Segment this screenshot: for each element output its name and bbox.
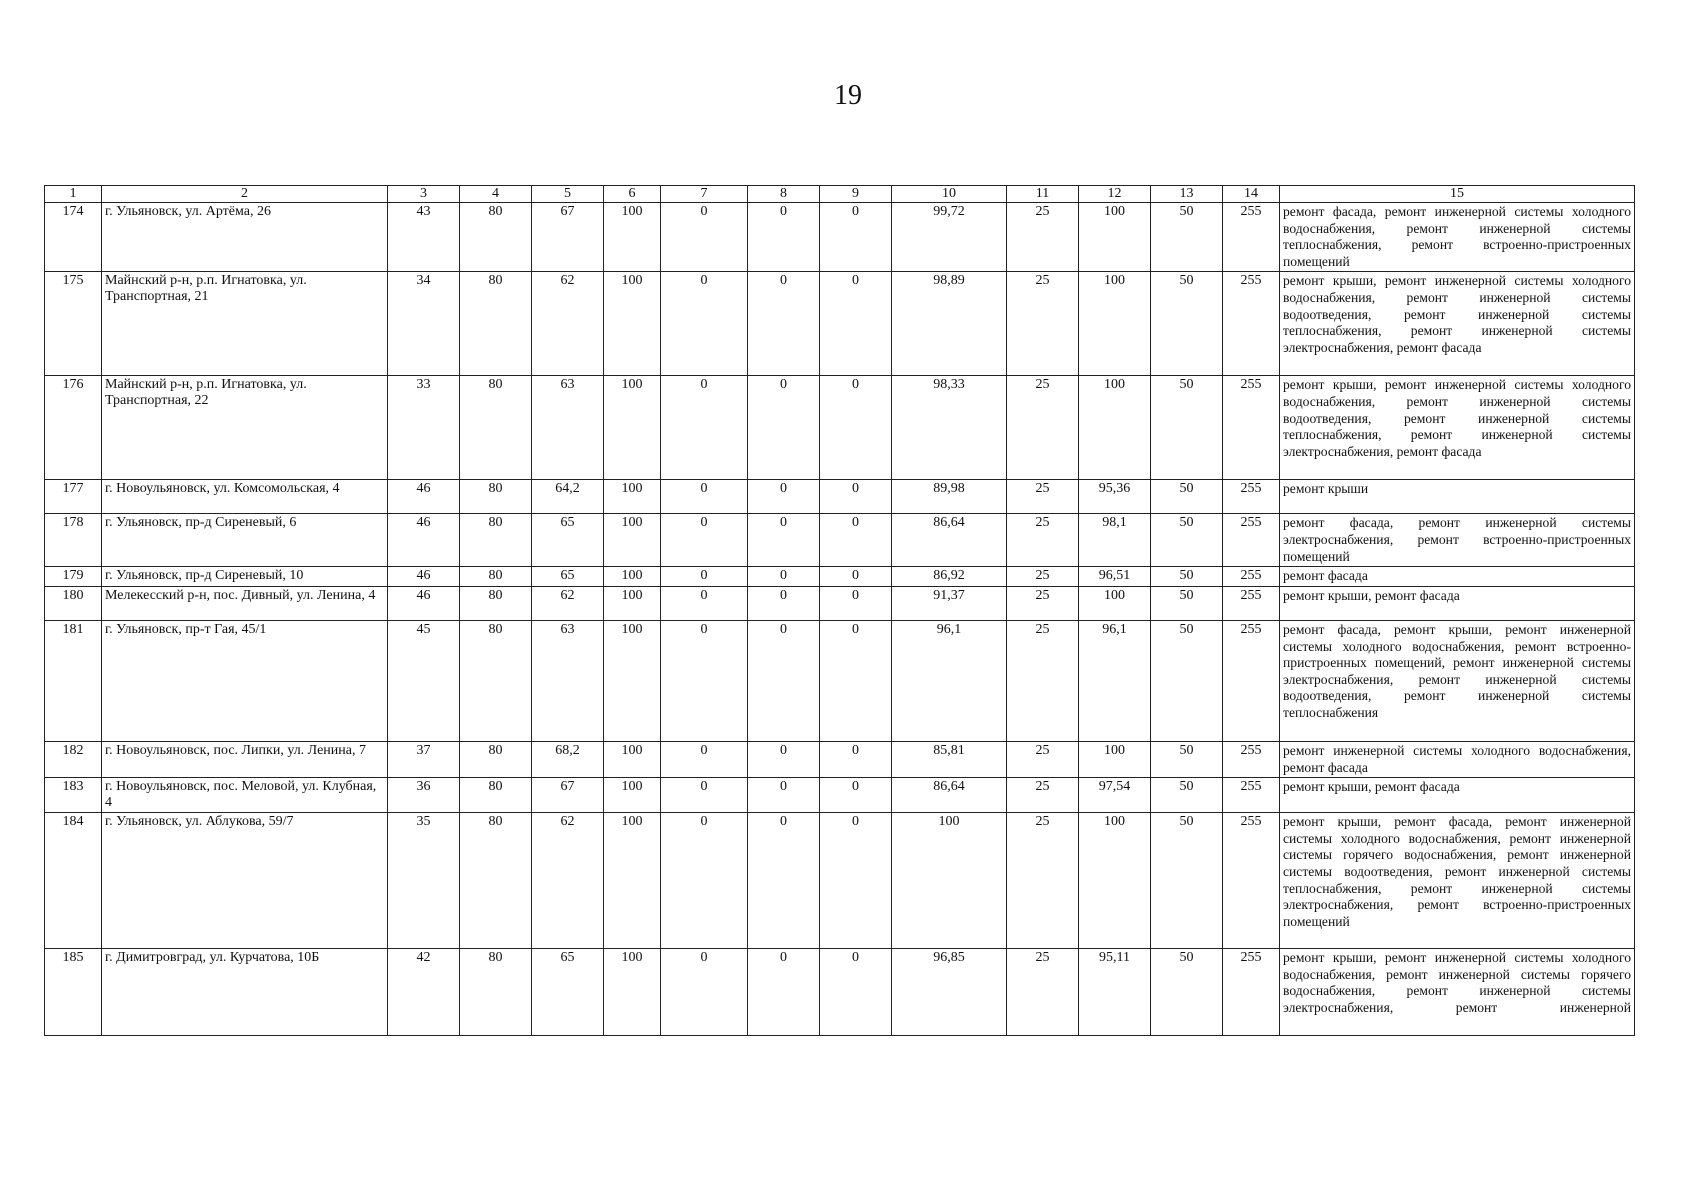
value-cell: 255: [1223, 741, 1280, 777]
address-cell: г. Новоульяновск, пос. Липки, ул. Ленина, 7: [102, 741, 388, 777]
value-cell: 50: [1151, 778, 1223, 813]
column-header: 1: [45, 186, 102, 203]
row-number-cell: 175: [45, 272, 102, 376]
value-cell: 100: [1079, 272, 1151, 376]
value-cell: 25: [1007, 949, 1079, 1036]
value-cell: 100: [604, 376, 661, 480]
value-cell: 25: [1007, 813, 1079, 949]
value-cell: 0: [661, 741, 748, 777]
value-cell: 80: [460, 778, 532, 813]
work-types-cell: ремонт крыши, ремонт инженерной системы холодного водоснабжения, ремонт инженерной системы водоотведения, ремонт инженерной системы теплоснабжения, ремонт инженерной системы электроснабжения, ремонт фасада: [1280, 272, 1635, 376]
column-header: 7: [661, 186, 748, 203]
header-row: [45, 186, 1635, 203]
value-cell: 0: [661, 480, 748, 514]
value-cell: 0: [748, 567, 820, 587]
value-cell: 100: [1079, 813, 1151, 949]
address-cell: г. Ульяновск, пр-т Гая, 45/1: [102, 620, 388, 741]
value-cell: 255: [1223, 620, 1280, 741]
table-row: [45, 514, 1635, 567]
row-number-cell: 182: [45, 741, 102, 777]
value-cell: 0: [820, 203, 892, 272]
value-cell: 91,37: [892, 586, 1007, 620]
value-cell: 0: [820, 480, 892, 514]
value-cell: 50: [1151, 741, 1223, 777]
value-cell: 50: [1151, 567, 1223, 587]
value-cell: 100: [1079, 586, 1151, 620]
value-cell: 255: [1223, 813, 1280, 949]
work-types-cell: ремонт крыши, ремонт фасада, ремонт инженерной системы холодного водоснабжения, ремонт инженерной системы горячего водоснабжения, ремонт инженерной системы водоотведения, ремонт инженерной системы теплоснабжения, ремонт инженерной системы электроснабжения, ремонт встроенно-пристроенных помещений: [1280, 813, 1635, 949]
value-cell: 255: [1223, 514, 1280, 567]
value-cell: 0: [661, 620, 748, 741]
value-cell: 255: [1223, 567, 1280, 587]
value-cell: 64,2: [532, 480, 604, 514]
work-types-cell: ремонт фасада, ремонт инженерной системы холодного водоснабжения, ремонт инженерной системы теплоснабжения, ремонт встроенно-пристроенных помещений: [1280, 203, 1635, 272]
value-cell: 0: [748, 480, 820, 514]
value-cell: 0: [820, 620, 892, 741]
work-types-cell: ремонт крыши, ремонт инженерной системы холодного водоснабжения, ремонт инженерной системы горячего водоснабжения, ремонт инженерной системы электроснабжения, ремонт инженерной: [1280, 949, 1635, 1036]
value-cell: 97,54: [1079, 778, 1151, 813]
value-cell: 0: [820, 272, 892, 376]
value-cell: 96,85: [892, 949, 1007, 1036]
table-row: [45, 949, 1635, 1036]
row-number-cell: 177: [45, 480, 102, 514]
address-cell: г. Ульяновск, пр-д Сиреневый, 10: [102, 567, 388, 587]
table-row: [45, 813, 1635, 949]
value-cell: 0: [820, 949, 892, 1036]
value-cell: 255: [1223, 949, 1280, 1036]
column-header: 3: [388, 186, 460, 203]
value-cell: 25: [1007, 203, 1079, 272]
value-cell: 0: [748, 813, 820, 949]
work-types-cell: ремонт крыши, ремонт фасада: [1280, 586, 1635, 620]
column-header: 6: [604, 186, 661, 203]
value-cell: 0: [661, 813, 748, 949]
column-header: 2: [102, 186, 388, 203]
row-number-cell: 178: [45, 514, 102, 567]
row-number-cell: 181: [45, 620, 102, 741]
value-cell: 25: [1007, 514, 1079, 567]
value-cell: 255: [1223, 376, 1280, 480]
column-header: 11: [1007, 186, 1079, 203]
value-cell: 100: [604, 813, 661, 949]
value-cell: 50: [1151, 620, 1223, 741]
table-row: [45, 620, 1635, 741]
column-header: 4: [460, 186, 532, 203]
value-cell: 0: [661, 203, 748, 272]
value-cell: 98,1: [1079, 514, 1151, 567]
value-cell: 80: [460, 567, 532, 587]
value-cell: 50: [1151, 813, 1223, 949]
value-cell: 100: [1079, 203, 1151, 272]
value-cell: 62: [532, 813, 604, 949]
value-cell: 42: [388, 949, 460, 1036]
row-number-cell: 183: [45, 778, 102, 813]
value-cell: 67: [532, 203, 604, 272]
value-cell: 85,81: [892, 741, 1007, 777]
value-cell: 50: [1151, 586, 1223, 620]
value-cell: 67: [532, 778, 604, 813]
value-cell: 80: [460, 514, 532, 567]
column-header: 8: [748, 186, 820, 203]
value-cell: 96,1: [1079, 620, 1151, 741]
work-types-cell: ремонт крыши, ремонт фасада: [1280, 778, 1635, 813]
value-cell: 50: [1151, 272, 1223, 376]
value-cell: 62: [532, 272, 604, 376]
value-cell: 0: [820, 741, 892, 777]
value-cell: 25: [1007, 376, 1079, 480]
value-cell: 0: [748, 203, 820, 272]
value-cell: 0: [661, 376, 748, 480]
row-number-cell: 174: [45, 203, 102, 272]
value-cell: 99,72: [892, 203, 1007, 272]
value-cell: 37: [388, 741, 460, 777]
value-cell: 0: [661, 586, 748, 620]
value-cell: 0: [661, 272, 748, 376]
value-cell: 0: [661, 949, 748, 1036]
value-cell: 0: [748, 376, 820, 480]
value-cell: 0: [748, 514, 820, 567]
table-row: [45, 272, 1635, 376]
value-cell: 100: [892, 813, 1007, 949]
value-cell: 100: [604, 567, 661, 587]
table-row: [45, 376, 1635, 480]
value-cell: 0: [748, 620, 820, 741]
value-cell: 68,2: [532, 741, 604, 777]
table-row: [45, 480, 1635, 514]
value-cell: 46: [388, 586, 460, 620]
value-cell: 100: [1079, 741, 1151, 777]
value-cell: 46: [388, 514, 460, 567]
column-header: 5: [532, 186, 604, 203]
value-cell: 0: [820, 778, 892, 813]
table-row: [45, 586, 1635, 620]
address-cell: г. Новоульяновск, пос. Меловой, ул. Клубная, 4: [102, 778, 388, 813]
value-cell: 80: [460, 813, 532, 949]
value-cell: 50: [1151, 376, 1223, 480]
row-number-cell: 176: [45, 376, 102, 480]
value-cell: 63: [532, 376, 604, 480]
value-cell: 65: [532, 514, 604, 567]
value-cell: 100: [604, 272, 661, 376]
value-cell: 98,33: [892, 376, 1007, 480]
address-cell: г. Ульяновск, пр-д Сиреневый, 6: [102, 514, 388, 567]
value-cell: 0: [820, 586, 892, 620]
value-cell: 0: [820, 567, 892, 587]
repair-registry-table: [44, 185, 1635, 1036]
value-cell: 255: [1223, 586, 1280, 620]
column-header: 10: [892, 186, 1007, 203]
column-header: 14: [1223, 186, 1280, 203]
value-cell: 65: [532, 567, 604, 587]
value-cell: 100: [604, 949, 661, 1036]
value-cell: 98,89: [892, 272, 1007, 376]
address-cell: г. Димитровград, ул. Курчатова, 10Б: [102, 949, 388, 1036]
address-cell: г. Ульяновск, ул. Артёма, 26: [102, 203, 388, 272]
value-cell: 0: [748, 272, 820, 376]
value-cell: 80: [460, 480, 532, 514]
value-cell: 86,64: [892, 514, 1007, 567]
value-cell: 25: [1007, 778, 1079, 813]
value-cell: 62: [532, 586, 604, 620]
value-cell: 89,98: [892, 480, 1007, 514]
value-cell: 80: [460, 620, 532, 741]
value-cell: 96,51: [1079, 567, 1151, 587]
value-cell: 80: [460, 376, 532, 480]
value-cell: 46: [388, 480, 460, 514]
value-cell: 0: [748, 741, 820, 777]
address-cell: г. Новоульяновск, ул. Комсомольская, 4: [102, 480, 388, 514]
value-cell: 0: [820, 514, 892, 567]
address-cell: Мелекесский р-н, пос. Дивный, ул. Ленина, 4: [102, 586, 388, 620]
value-cell: 255: [1223, 203, 1280, 272]
value-cell: 100: [604, 778, 661, 813]
value-cell: 0: [820, 376, 892, 480]
work-types-cell: ремонт крыши: [1280, 480, 1635, 514]
value-cell: 255: [1223, 778, 1280, 813]
value-cell: 80: [460, 203, 532, 272]
work-types-cell: ремонт инженерной системы холодного водоснабжения, ремонт фасада: [1280, 741, 1635, 777]
value-cell: 100: [604, 620, 661, 741]
column-header: 15: [1280, 186, 1635, 203]
value-cell: 25: [1007, 741, 1079, 777]
row-number-cell: 179: [45, 567, 102, 587]
row-number-cell: 180: [45, 586, 102, 620]
value-cell: 33: [388, 376, 460, 480]
column-header: 13: [1151, 186, 1223, 203]
value-cell: 86,92: [892, 567, 1007, 587]
value-cell: 80: [460, 741, 532, 777]
work-types-cell: ремонт фасада, ремонт инженерной системы электроснабжения, ремонт встроенно-пристроенных помещений: [1280, 514, 1635, 567]
value-cell: 100: [604, 203, 661, 272]
address-cell: г. Ульяновск, ул. Аблукова, 59/7: [102, 813, 388, 949]
value-cell: 50: [1151, 949, 1223, 1036]
value-cell: 0: [661, 514, 748, 567]
value-cell: 100: [1079, 376, 1151, 480]
address-cell: Майнский р-н, р.п. Игнатовка, ул. Транспортная, 21: [102, 272, 388, 376]
value-cell: 25: [1007, 567, 1079, 587]
value-cell: 100: [604, 514, 661, 567]
value-cell: 25: [1007, 586, 1079, 620]
table-row: [45, 778, 1635, 813]
value-cell: 63: [532, 620, 604, 741]
column-header: 12: [1079, 186, 1151, 203]
row-number-cell: 184: [45, 813, 102, 949]
value-cell: 95,11: [1079, 949, 1151, 1036]
row-number-cell: 185: [45, 949, 102, 1036]
value-cell: 0: [661, 567, 748, 587]
value-cell: 50: [1151, 514, 1223, 567]
table-row: [45, 203, 1635, 272]
value-cell: 0: [748, 586, 820, 620]
address-cell: Майнский р-н, р.п. Игнатовка, ул. Транспортная, 22: [102, 376, 388, 480]
work-types-cell: ремонт фасада, ремонт крыши, ремонт инженерной системы холодного водоснабжения, ремонт встроенно-пристроенных помещений, ремонт инженерной системы электроснабжения, ремонт инженерной системы водоотведения, ремонт инженерной системы теплоснабжения: [1280, 620, 1635, 741]
value-cell: 25: [1007, 480, 1079, 514]
value-cell: 0: [748, 778, 820, 813]
value-cell: 80: [460, 586, 532, 620]
value-cell: 100: [604, 586, 661, 620]
value-cell: 36: [388, 778, 460, 813]
value-cell: 65: [532, 949, 604, 1036]
value-cell: 80: [460, 949, 532, 1036]
value-cell: 80: [460, 272, 532, 376]
value-cell: 86,64: [892, 778, 1007, 813]
value-cell: 100: [604, 480, 661, 514]
value-cell: 43: [388, 203, 460, 272]
value-cell: 95,36: [1079, 480, 1151, 514]
table-row: [45, 741, 1635, 777]
value-cell: 0: [820, 813, 892, 949]
value-cell: 0: [748, 949, 820, 1036]
value-cell: 34: [388, 272, 460, 376]
value-cell: 25: [1007, 620, 1079, 741]
page-number: 19: [834, 80, 862, 111]
value-cell: 255: [1223, 480, 1280, 514]
value-cell: 0: [661, 778, 748, 813]
value-cell: 35: [388, 813, 460, 949]
value-cell: 25: [1007, 272, 1079, 376]
value-cell: 255: [1223, 272, 1280, 376]
work-types-cell: ремонт фасада: [1280, 567, 1635, 587]
value-cell: 100: [604, 741, 661, 777]
value-cell: 46: [388, 567, 460, 587]
work-types-cell: ремонт крыши, ремонт инженерной системы холодного водоснабжения, ремонт инженерной системы водоотведения, ремонт инженерной системы теплоснабжения, ремонт инженерной системы электроснабжения, ремонт фасада: [1280, 376, 1635, 480]
value-cell: 96,1: [892, 620, 1007, 741]
value-cell: 50: [1151, 480, 1223, 514]
value-cell: 50: [1151, 203, 1223, 272]
value-cell: 45: [388, 620, 460, 741]
column-header: 9: [820, 186, 892, 203]
table-row: [45, 567, 1635, 587]
